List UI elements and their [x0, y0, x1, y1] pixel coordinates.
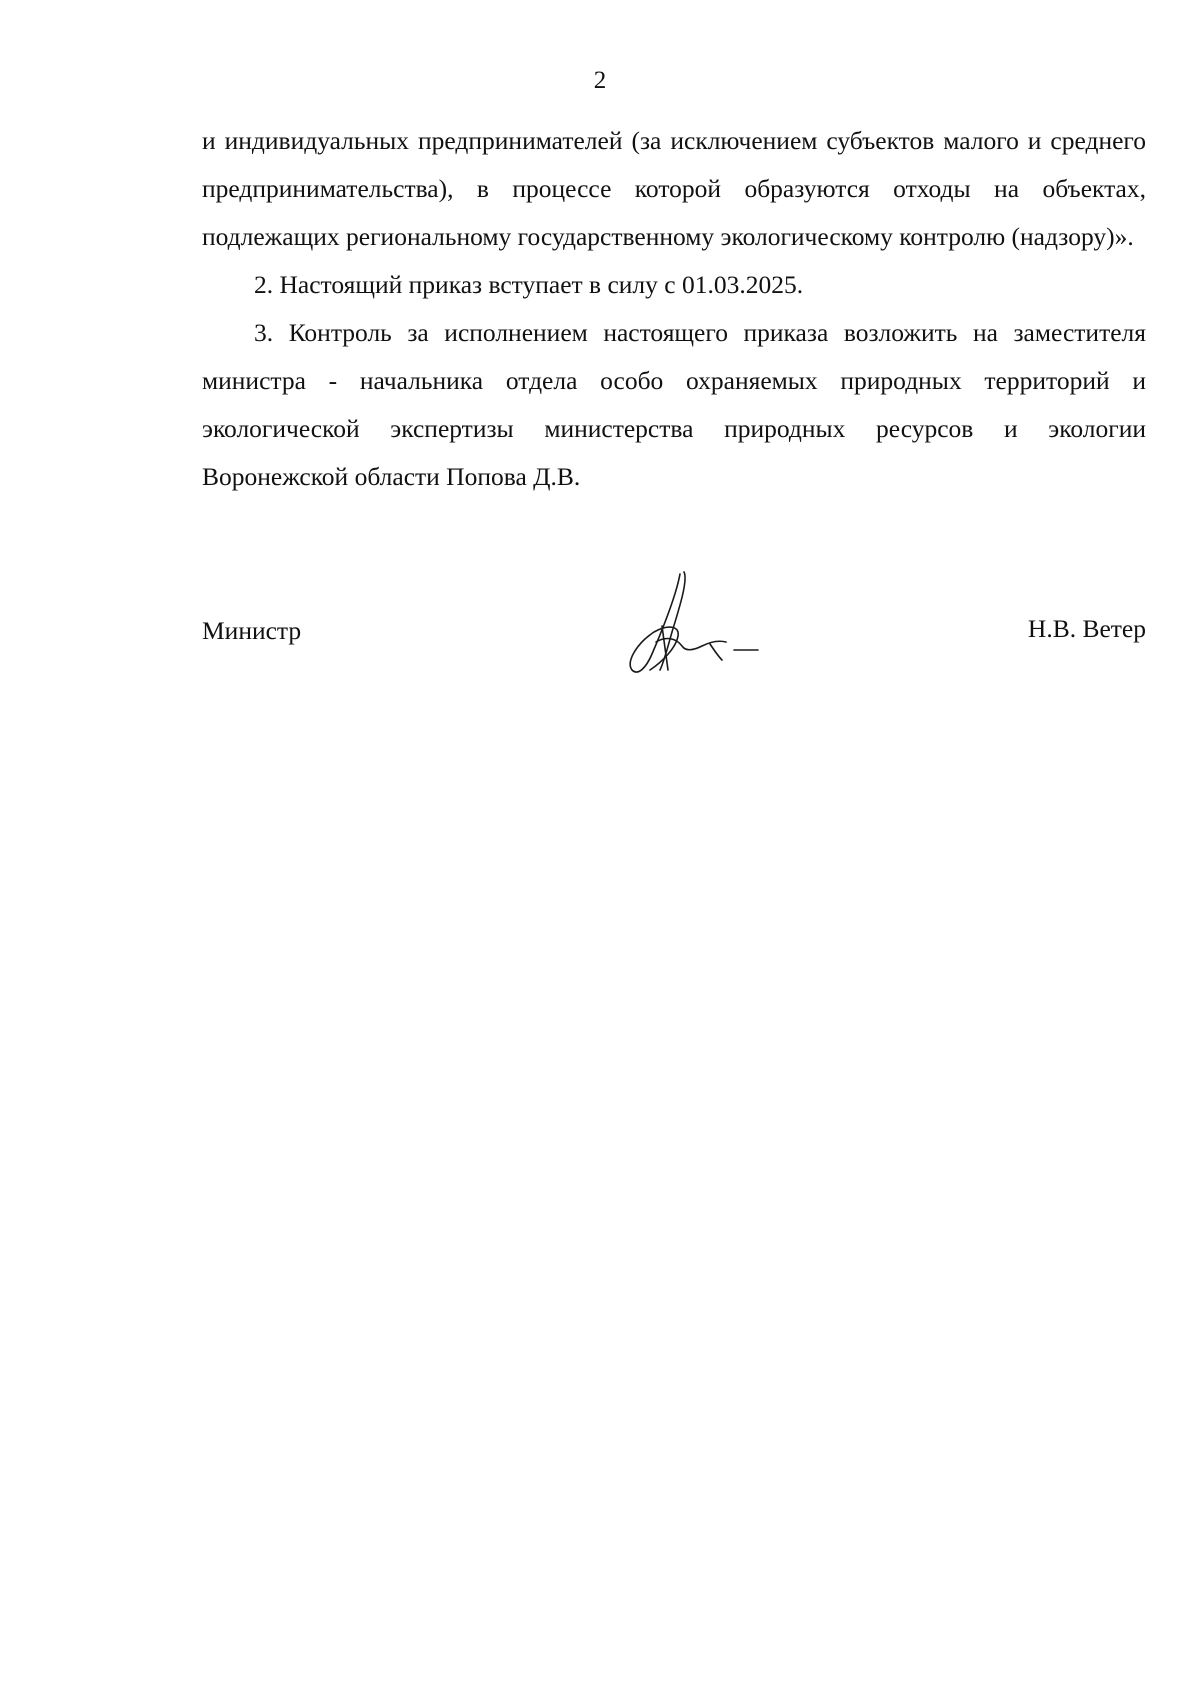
- signer-name: Н.В. Ветер: [1027, 614, 1146, 643]
- signer-title: Министр: [202, 616, 302, 645]
- handwritten-signature: [602, 566, 762, 686]
- document-body: [202, 117, 1146, 501]
- page-number: 2: [593, 67, 607, 94]
- signature-block: [202, 566, 1146, 686]
- paragraph-effective-date: 2. Настоящий приказ вступает в силу с 01.03.2025.: [254, 270, 804, 299]
- paragraph-control: 3. Контроль за исполнением настоящего приказа возложить на заместителя министра - начальника отдела особо охраняемых природных территорий и экологической экспертизы министерства природных ресурсов и экологии Воронежской области Попова Д.В.: [202, 318, 1146, 491]
- paragraph-continuation: и индивидуальных предпринимателей (за исключением субъектов малого и среднего предпринимательства), в процессе которой образуются отходы на объектах, подлежащих региональному государственному экологическому контролю (надзору)».: [202, 126, 1146, 251]
